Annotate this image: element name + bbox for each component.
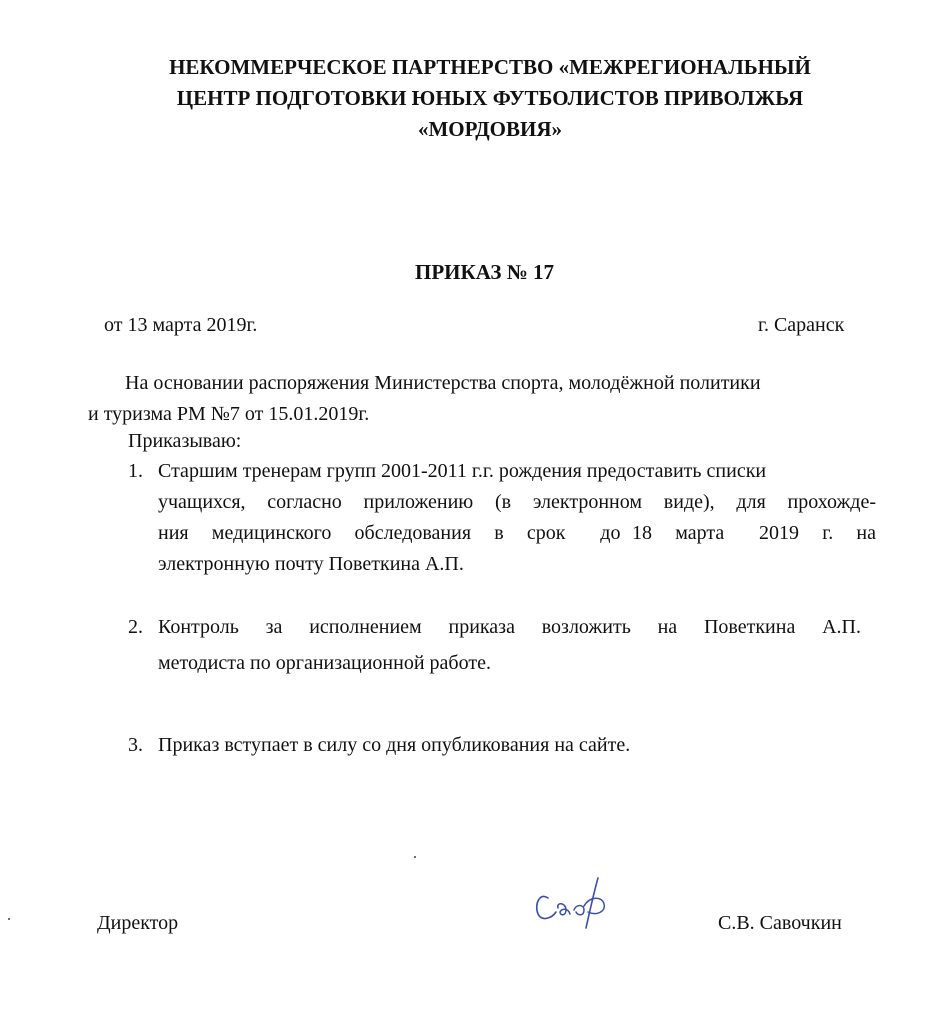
signatory-name: С.В. Савочкин: [718, 912, 842, 934]
item-number: 3.: [128, 734, 143, 756]
order-title: ПРИКАЗ № 17: [415, 260, 555, 284]
scan-speck: [8, 918, 10, 920]
order-date: от 13 марта 2019г.: [104, 314, 258, 336]
scan-speck: [414, 856, 416, 858]
order-item-1: [128, 460, 878, 584]
item-line: учащихся, согласно приложению (в электронном виде), для прохожде-: [158, 491, 876, 513]
item-line: методиста по организационной работе.: [158, 652, 491, 674]
item-line: Контроль за исполнением приказа возложить на Поветкина А.П.: [158, 616, 861, 638]
header-line-3: «МОРДОВИЯ»: [417, 117, 563, 141]
header-line-1: НЕКОММЕРЧЕСКОЕ ПАРТНЕРСТВО «МЕЖРЕГИОНАЛЬНЫЙ: [169, 55, 811, 79]
item-number: 2.: [128, 616, 143, 638]
order-basis: [88, 368, 880, 430]
basis-line-2: и туризма РМ №7 от 15.01.2019г.: [88, 403, 370, 425]
item-line: Приказ вступает в силу со дня опубликования на сайте.: [158, 734, 631, 756]
item-line: ния медицинского обследования в срок до 18 марта 2019 г. на: [158, 522, 876, 544]
item-line: Старшим тренерам групп 2001-2011 г.г. рождения предоставить списки: [158, 460, 767, 482]
header-line-2: ЦЕНТР ПОДГОТОВКИ ЮНЫХ ФУТБОЛИСТОВ ПРИВОЛЖЬЯ: [176, 86, 804, 110]
organization-header: [120, 52, 860, 145]
order-directive-word: Приказываю:: [128, 430, 242, 452]
handwritten-signature: [530, 872, 630, 932]
order-item-2: [128, 616, 878, 686]
item-line: электронную почту Поветкина А.П.: [158, 553, 464, 575]
order-item-3: [128, 734, 878, 766]
item-number: 1.: [128, 460, 143, 482]
order-city: г. Саранск: [758, 314, 845, 336]
basis-line-1: На основании распоряжения Министерства спорта, молодёжной политики: [125, 372, 761, 394]
signatory-position: Директор: [97, 912, 179, 934]
